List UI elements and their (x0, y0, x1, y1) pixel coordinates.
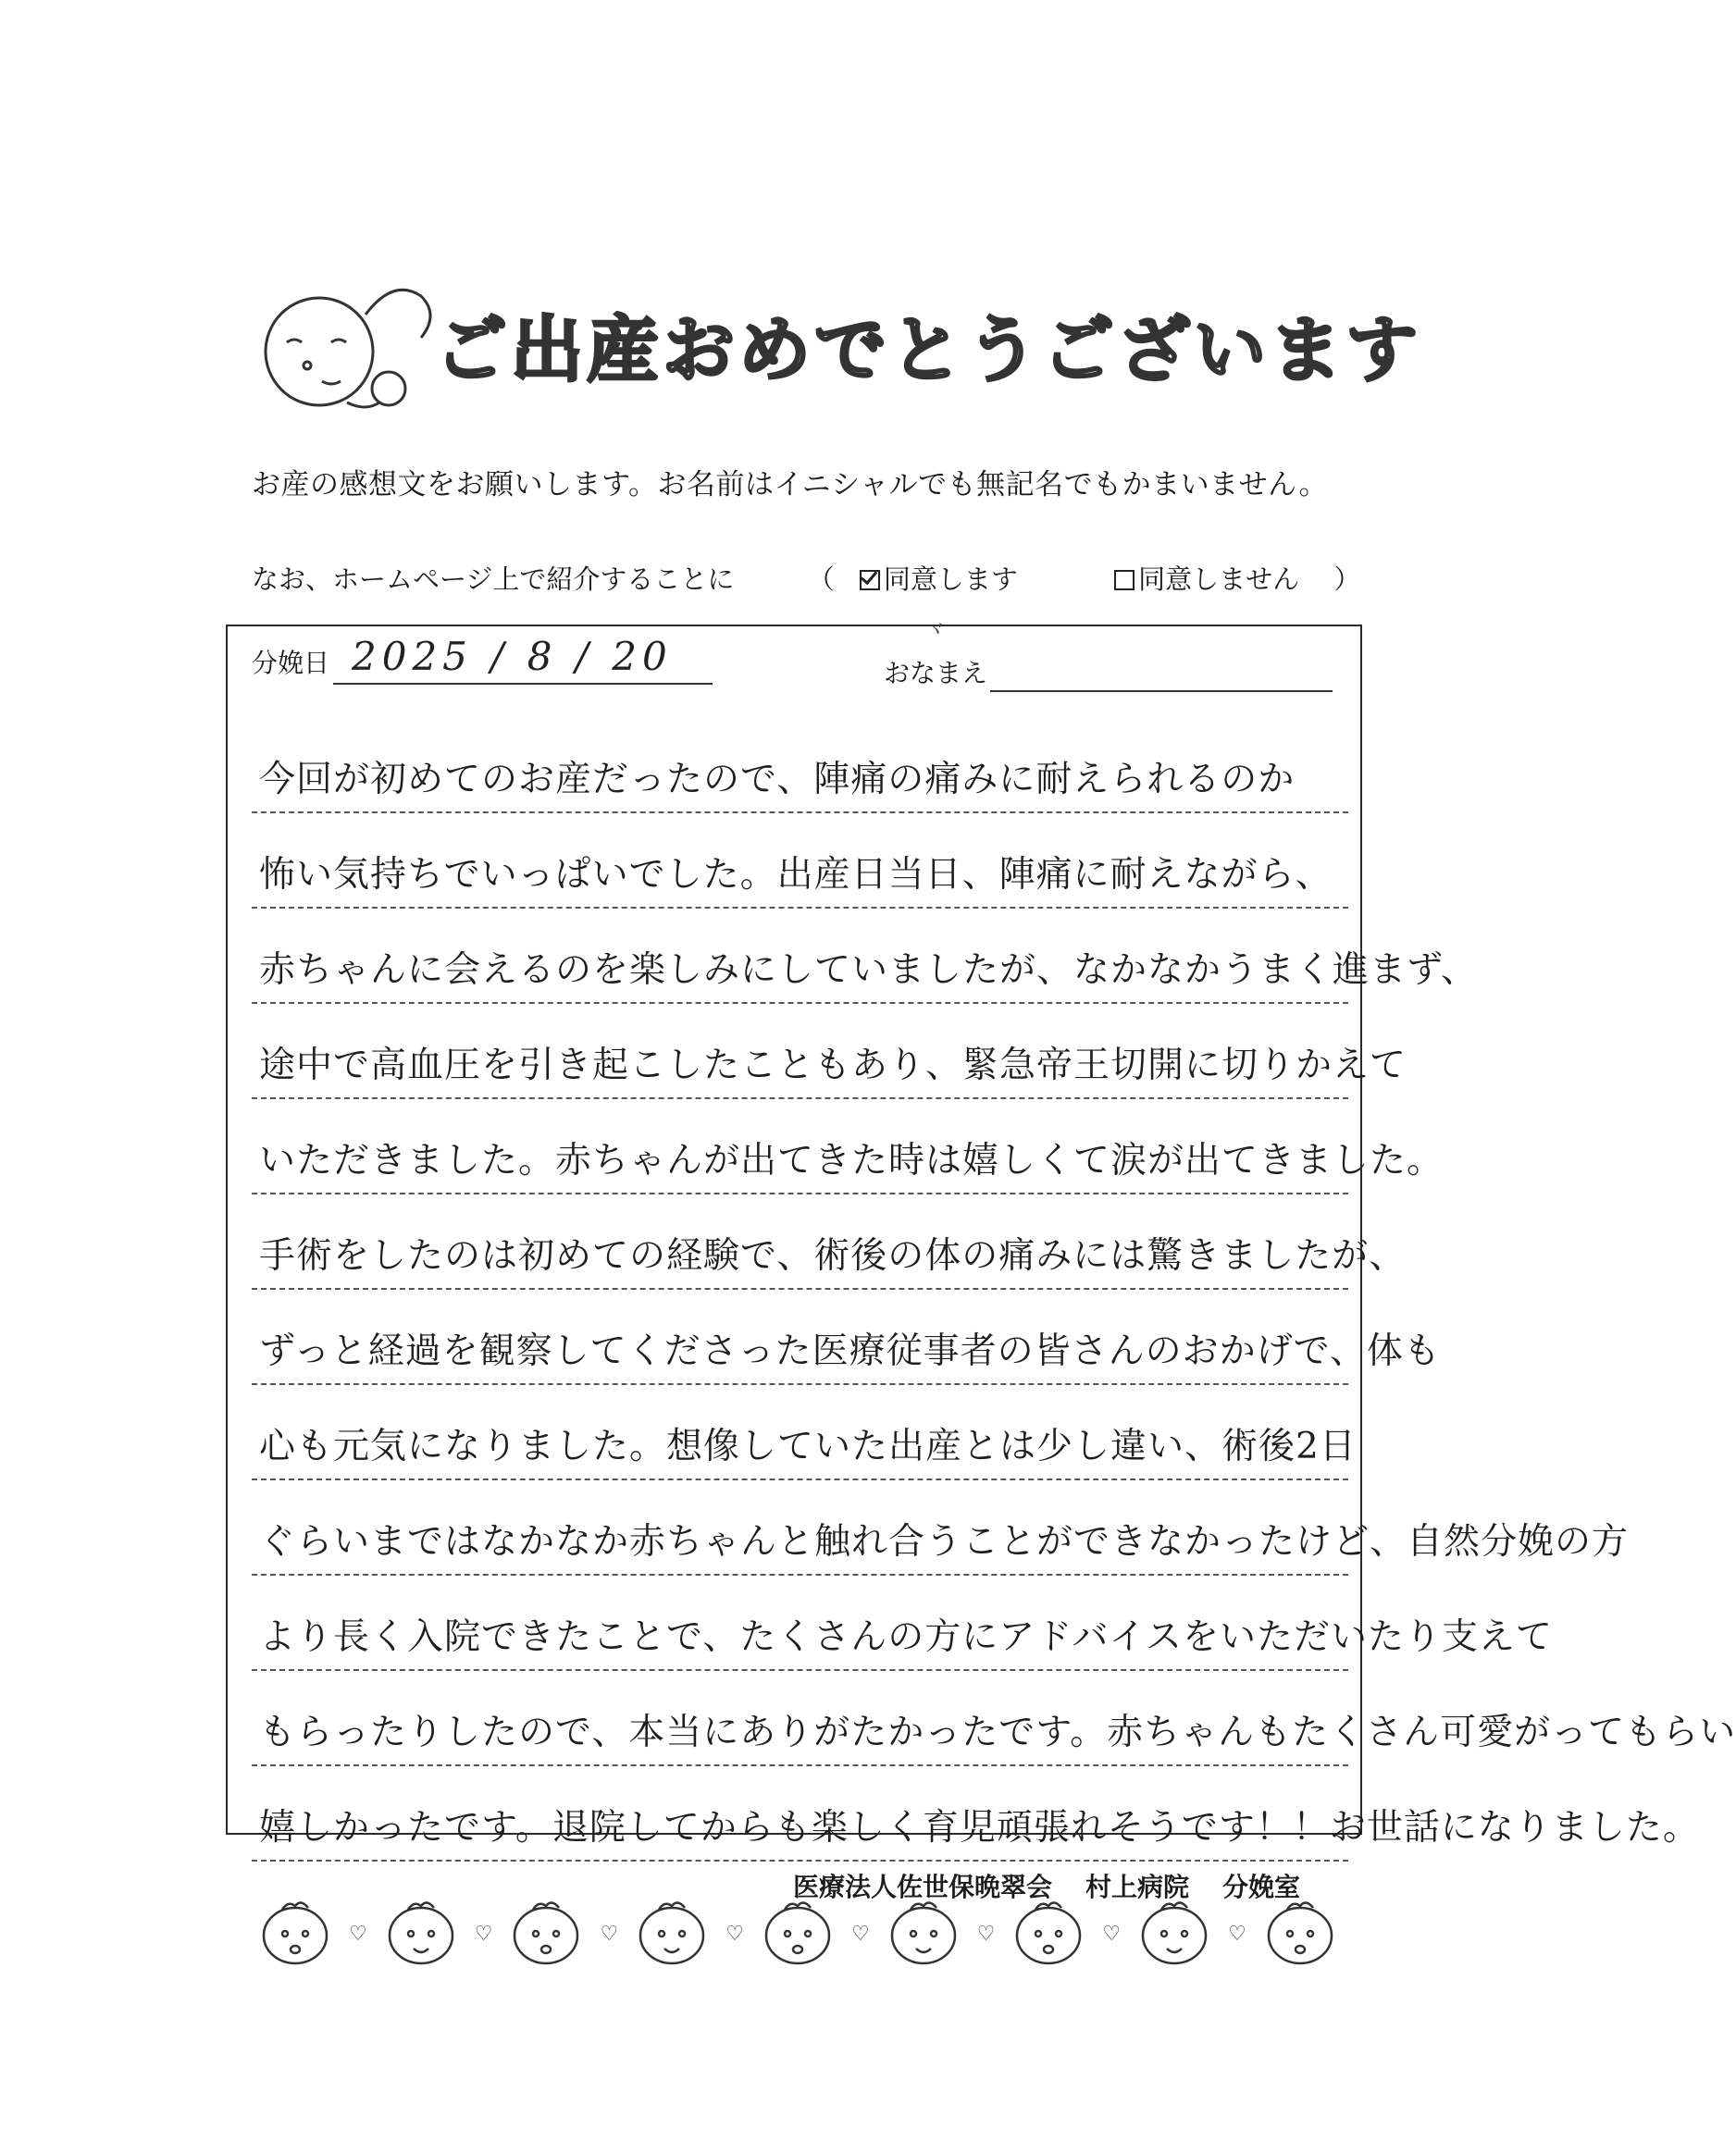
heart-icon: ♡ (725, 1922, 744, 1946)
essay-line: 今回が初めてのお産だったので、陣痛の痛みに耐えられるのか (252, 731, 1348, 826)
heart-icon: ♡ (349, 1922, 367, 1946)
baby-face-icon (1008, 1897, 1089, 1971)
baby-face-icon (380, 1897, 462, 1971)
heart-icon: ♡ (1102, 1922, 1122, 1946)
footer-org: 医療法人佐世保晩翠会 (792, 1872, 1052, 1902)
essay-line: 途中で高血圧を引き起こしたこともあり、緊急帝王切開に切りかえて (252, 1017, 1348, 1112)
essay-line: もらったりしたので、本当にありがたかったです。赤ちゃんもたくさん可愛がってもらい (252, 1684, 1348, 1779)
heart-icon: ♡ (600, 1922, 619, 1946)
checkbox-empty-icon[interactable] (1114, 570, 1135, 590)
essay-line: 赤ちゃんに会えるのを楽しみにしていましたが、なかなかうまく進まず、 (252, 922, 1348, 1017)
consent-disagree-option[interactable] (1114, 559, 1299, 597)
essay-line: ぐらいまではなかなか赤ちゃんと触れ合うことができなかったけど、自然分娩の方 (252, 1493, 1348, 1589)
stray-mark-icon: ヾ (925, 620, 947, 643)
agree-label: 同意します (883, 563, 1018, 595)
essay-line: 心も元気になりました。想像していた出産とは少し違い、術後2日 (252, 1398, 1348, 1493)
baby-face-icon (1259, 1897, 1341, 1971)
heart-icon: ♡ (474, 1922, 493, 1946)
footer-dept: 分娩室 (1221, 1872, 1300, 1902)
page-title (250, 278, 1422, 416)
baby-face-icon (631, 1897, 713, 1971)
footer-hospital: 村上病院 (1085, 1872, 1189, 1902)
baby-face-icon (505, 1897, 587, 1971)
baby-face-icon (883, 1897, 964, 1971)
date-label: 分娩日 (252, 648, 330, 678)
consent-row (252, 559, 1360, 597)
essay-line: いただきました。赤ちゃんが出てきた時は嬉しくて涙が出てきました。 (252, 1112, 1348, 1207)
close-paren: ） (1333, 563, 1361, 595)
request-text: お産の感想文をお願いします。お名前はイニシャルでも無記名でもかまいません。 (252, 468, 1329, 501)
title-text: ご出産おめでとうございます (435, 309, 1422, 390)
essay-line: 嬉しかったです。退院してからも楽しく育児頑張れそうです！！お世話になりました。 (252, 1779, 1348, 1875)
baby-face-icon (266, 290, 430, 407)
consent-prefix: なお、ホームページ上で紹介することに (252, 563, 735, 595)
essay-line: より長く入院できたことで、たくさんの方にアドバイスをいただいたり支えて (252, 1589, 1348, 1684)
essay-line: 怖い気持ちでいっぱいでした。出産日当日、陣痛に耐えながら、 (252, 826, 1348, 922)
heart-icon: ♡ (976, 1922, 996, 1946)
open-paren: （ (807, 563, 835, 595)
baby-faces-border (254, 1892, 1328, 1975)
disagree-label: 同意しません (1138, 563, 1300, 595)
baby-face-icon (757, 1897, 838, 1971)
heart-icon: ♡ (850, 1922, 870, 1946)
baby-face-icon (254, 1897, 336, 1971)
essay-line: ずっと経過を観察してくださった医療従事者の皆さんのおかげで、体も (252, 1303, 1348, 1398)
date-underline (333, 683, 713, 685)
heart-icon: ♡ (1228, 1922, 1246, 1946)
baby-title-banner (250, 278, 1422, 416)
name-field[interactable] (990, 690, 1333, 692)
baby-face-icon (1134, 1897, 1215, 1971)
name-label: おなまえ (884, 658, 988, 688)
checkbox-checked-icon[interactable] (860, 570, 880, 590)
essay-body (252, 731, 1736, 1875)
date-value[interactable]: 2025 / 8 / 20 (352, 634, 673, 679)
consent-agree-option[interactable] (860, 559, 1018, 597)
essay-line: 手術をしたのは初めての経験で、術後の体の痛みには驚きましたが、 (252, 1207, 1348, 1303)
